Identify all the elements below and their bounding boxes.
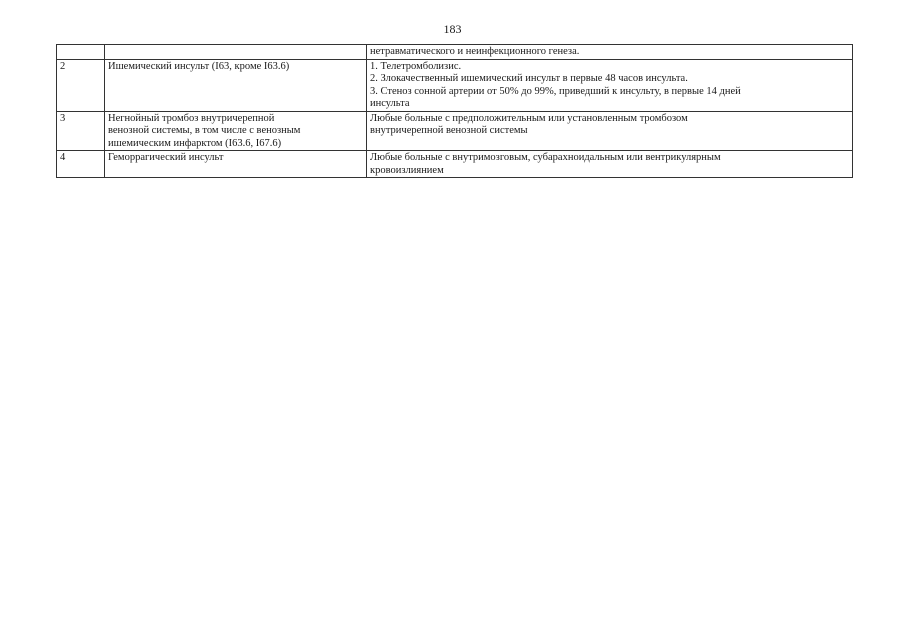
criteria-line: нетравматического и неинфекционного генеза. [370,46,580,57]
table-row [57,45,853,60]
row-number-cell: 2 [57,59,105,111]
disease-line: Негнойный тромбоз внутричерепной [108,112,275,124]
disease-cell [105,59,367,111]
row-number-cell [57,45,105,60]
table-row [57,151,853,178]
criteria-line: инсульта [370,98,410,109]
table-row [57,59,853,111]
disease-cell [105,111,367,151]
disease-cell [105,45,367,60]
criteria-line: Любые больные с предположительным или установленным тромбозом [370,112,688,124]
criteria-line: кровоизлиянием [370,164,444,176]
disease-line: ишемическим инфарктом (I63.6, I67.6) [108,137,282,149]
criteria-line: Любые больные с внутримозговым, субарахноидальным или вентрикулярным [370,152,721,163]
disease-line: венозной системы, в том числе с венозным [108,125,301,136]
criteria-cell [367,151,853,178]
criteria-cell [367,45,853,60]
page-number: 183 [443,22,462,36]
document-table [56,44,853,178]
row-number-cell: 4 [57,151,105,178]
disease-cell [105,151,367,178]
disease-line: Геморрагический инсульт [108,152,224,163]
criteria-line: 1. Телетромболизис. [370,60,462,72]
disease-line: Ишемический инсульт (I63, кроме I63.6) [108,60,290,72]
criteria-cell [367,59,853,111]
criteria-cell [367,111,853,151]
criteria-line: 3. Стеноз сонной артерии от 50% до 99%, приведший к инсульту, в первые 14 дней [370,85,741,97]
table-row [57,111,853,151]
row-number-cell: 3 [57,111,105,151]
criteria-line: 2. Злокачественный ишемический инсульт в первые 48 часов инсульта. [370,73,688,84]
criteria-line: внутричерепной венозной системы [370,125,528,136]
